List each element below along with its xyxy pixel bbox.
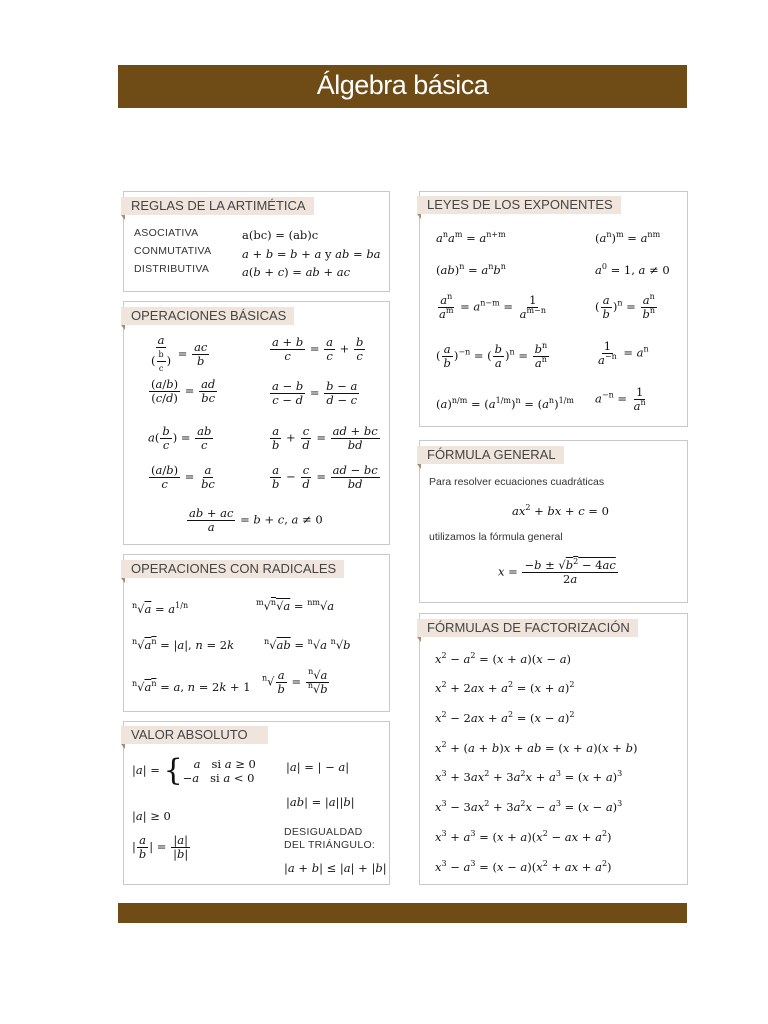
formula-fact-2: $x^2 + 2ax + a^2 = (x + a)^2$ [435,680,575,695]
section-title-aritmetica: REGLAS DE LA ARTIMÉTICA [121,197,314,215]
box-exponentes [419,191,688,427]
formula-basicas-6: $\frac{a}{b}$ + $\frac{c}{d}$ = $\frac{ad + bc}{bd}$ [272,424,378,452]
page-title: Álgebra básica [316,70,489,100]
section-title-radicales: OPERACIONES CON RADICALES [121,560,344,578]
formula-desigualdad-triangulo: |a + b| ≤ |a| + |b| [284,861,387,875]
formula-cuadratica: $ax^2$ + bx + c = 0 [512,503,609,518]
formula-radicales-2: $^m$√$^n$√a = $^{nm}$√a [256,598,335,613]
label-asociativa: ASOCIATIVA [134,227,199,239]
formula-exp-9: $(a)^{n/m} = (a^{1/m})^n = (a^n)^{1/m}$ [436,396,574,411]
title-banner [118,65,687,108]
desigualdad-label-1: DESIGUALDAD [284,826,363,838]
formula-exp-6: ( $\frac{a}{b}$ )$^n$ = $\frac{a^n}{b^n}$ [595,292,656,321]
box-formula-general [419,440,688,603]
formula-basicas-5: a( $\frac{b}{c}$ ) = $\frac{ab}{c}$ [148,424,212,452]
label-conmutativa: CONMUTATIVA [134,245,212,257]
formula-exp-4: $a^0 = 1$, a ≠ 0 [595,262,670,277]
formula-distributiva: a(b + c) = ab + ac [242,265,351,279]
box-factorizacion [419,613,688,885]
formula-conmutativa: a + b = b + a y ab = ba [242,247,381,261]
box-absoluto [123,721,390,885]
formula-radicales-6: $^n$√ $\frac{a}{b}$ = $\frac{^n√a}{^n√b}$ [262,667,328,696]
section-title-factorizacion: FÓRMULAS DE FACTORIZACIÓN [417,619,638,637]
formula-fact-8: $x^3 - a^3 = (x - a)(x^2$ + ax + $a^2$) [435,859,612,874]
desigualdad-label-2: DEL TRIÁNGULO: [284,839,376,851]
formula-exp-2: $(a^n)^m = a^{nm}$ [595,230,661,245]
formula-absoluto-5: | $\frac{a}{b}$ | = $\frac{|a|}{|b|}$ [132,833,189,861]
formula-radicales-3: $^n√a^n = |a|$, n = 2k [132,637,235,652]
formula-basicas-3: $\frac{(a/b)}{(c/d)}$ = $\frac{ad}{bc}$ [151,377,216,405]
box-basicas [123,301,390,545]
general-mid-text: utilizamos la fórmula general [429,531,563,543]
section-title-absoluto: VALOR ABSOLUTO [121,726,268,744]
formula-absoluto-3: |a| ≥ 0 [132,809,171,823]
formula-absoluto-4: |ab| = |a||b| [286,795,355,809]
general-intro-text: Para resolver ecuaciones cuadráticas [429,476,605,488]
formula-fact-1: $x^2 - a^2 = (x + a)(x - a)$ [435,651,572,666]
formula-exp-1: $a^na^m = a^{n+m}$ [436,230,506,245]
formula-basicas-7: $\frac{(a/b)}{c}$ = $\frac{a}{bc}$ [151,463,215,491]
formula-general: x = $\frac{-b \pm √b^2 - 4ac}{2a}$ [498,557,616,586]
formula-absoluto-2: |a| = | − a| [286,760,350,774]
formula-basicas-4: $\frac{a - b}{c - d}$ = $\frac{b - a}{d - c}$ [272,379,358,407]
formula-exp-3: $(ab)^n = a^nb^n$ [436,262,506,277]
section-title-basicas: OPERACIONES BÁSICAS [121,307,294,325]
formula-asociativa: a(bc) = (ab)c [242,228,319,242]
formula-fact-7: $x^3 + a^3 = (x + a)(x^2$ − ax + $a^2$) [435,829,612,844]
formula-radicales-5: $^n√a^n = a$, n = 2k + 1 [132,679,251,694]
section-title-general: FÓRMULA GENERAL [417,446,564,464]
formula-basicas-2: $\frac{a + b}{c}$ = $\frac{a}{c}$ + $\frac{b}{c}$ [272,335,364,363]
formula-exp-5: $\frac{a^n}{a^m}$ = $a^{n-m}$ = $\frac{1}{a^{m-n}}$ [439,292,546,321]
footer-banner [118,903,687,923]
formula-fact-6: $x^3 - 3ax^2 + 3a^2x - a^3 = (x - a)^3$ [435,799,623,814]
formula-fact-3: $x^2 - 2ax + a^2 = (x - a)^2$ [435,710,575,725]
formula-basicas-9: $\frac{ab + ac}{a}$ = b + c, a ≠ 0 [189,506,323,534]
box-radicales [123,554,390,712]
formula-fact-4: $x^2 + (a + b)x$ + ab = (x + a)(x + b) [435,740,638,755]
section-title-exponentes: LEYES DE LOS EXPONENTES [417,196,621,214]
formula-basicas-8: $\frac{a}{b}$ − $\frac{c}{d}$ = $\frac{ad - bc}{bd}$ [272,463,378,491]
formula-fact-5: $x^3 + 3ax^2 + 3a^2x + a^3 = (x + a)^3$ [435,769,623,784]
formula-basicas-1: a ( $\frac{b}{c}$ ) = $\frac{ac}{b}$ [151,333,208,373]
formula-exp-7: ( $\frac{a}{b}$ )$^{-n}$ = ( $\frac{b}{a}$ )$^n$ = $\frac{b^n}{a^n}$ [436,341,548,370]
label-distributiva: DISTRIBUTIVA [134,263,210,275]
box-aritmetica [123,191,390,292]
formula-radicales-1: $^n√a = a^{1/n}$ [132,601,189,616]
formula-exp-8: $\frac{1}{a^{-n}}$ = $a^n$ [598,339,649,367]
formula-exp-10: $a^{-n}$ = $\frac{1}{a^n}$ [595,385,646,413]
formula-absoluto-def: |a| = { a si a ≥ 0 −a si a < 0 [132,753,256,788]
formula-radicales-4: $^n$√ab = $^n$√a $^n$√b [264,637,351,652]
